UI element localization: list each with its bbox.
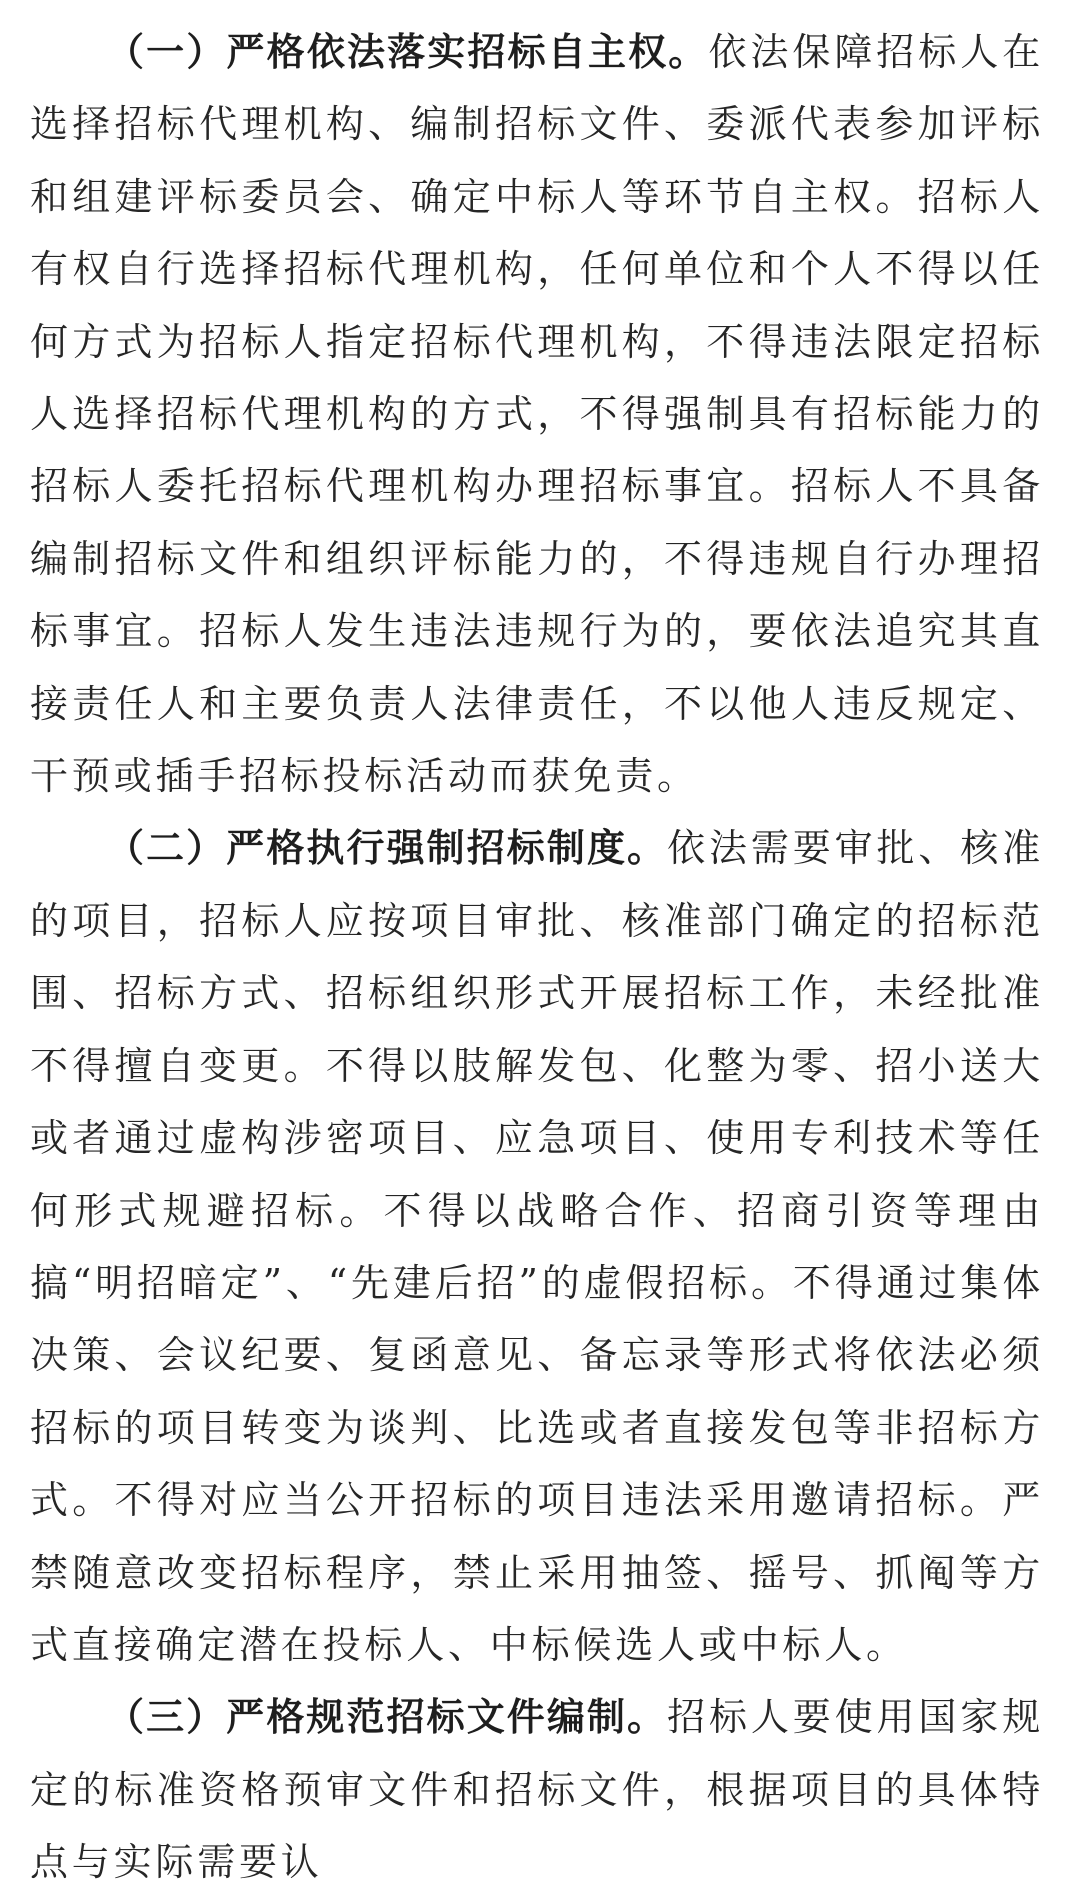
document-body bbox=[30, 16, 1044, 1899]
section-2-paragraph bbox=[30, 812, 1044, 1681]
section-1-body: 依法保障招标人在选择招标代理机构、编制招标文件、委派代表参加评标和组建评标委员会、确定中标人等环节自主权。招标人有权自行选择招标代理机构，任何单位和个人不得以任何方式为招标人指定招标代理机构，不得违法限定招标人选择招标代理机构的方式，不得强制具有招标能力的招标人委托招标代理机构办理招标事宜。招标人不具备编制招标文件和组织评标能力的，不得违规自行办理招标事宜。招标人发生违法违规行为的，要依法追究其直接责任人和主要负责人法律责任，不以他人违反规定、干预或插手招标投标活动而获免责。 bbox=[30, 30, 1044, 799]
section-1-heading: （一）严格依法落实招标自主权。 bbox=[106, 30, 709, 74]
section-1-paragraph bbox=[30, 16, 1044, 812]
section-2-body: 依法需要审批、核准的项目，招标人应按项目审批、核准部门确定的招标范围、招标方式、招标组织形式开展招标工作，未经批准不得擅自变更。不得以肢解发包、化整为零、招小送大或者通过虚构涉密项目、应急项目、使用专利技术等任何形式规避招标。不得以战略合作、招商引资等理由搞“明招暗定”、“先建后招”的虚假招标。不得通过集体决策、会议纪要、复函意见、备忘录等形式将依法必须招标的项目转变为谈判、比选或者直接发包等非招标方式。不得对应当公开招标的项目违法采用邀请招标。严禁随意改变招标程序，禁止采用抽签、摇号、抓阄等方式直接确定潜在投标人、中标候选人或中标人。 bbox=[30, 826, 1044, 1667]
section-3-heading: （三）严格规范招标文件编制。 bbox=[106, 1695, 668, 1740]
section-2-heading: （二）严格执行强制招标制度。 bbox=[106, 826, 668, 871]
section-3-body: 招标人要使用国家规定的标准资格预审文件和招标文件，根据项目的具体特点与实际需要认 bbox=[30, 1695, 1044, 1885]
section-3-paragraph bbox=[30, 1681, 1044, 1898]
